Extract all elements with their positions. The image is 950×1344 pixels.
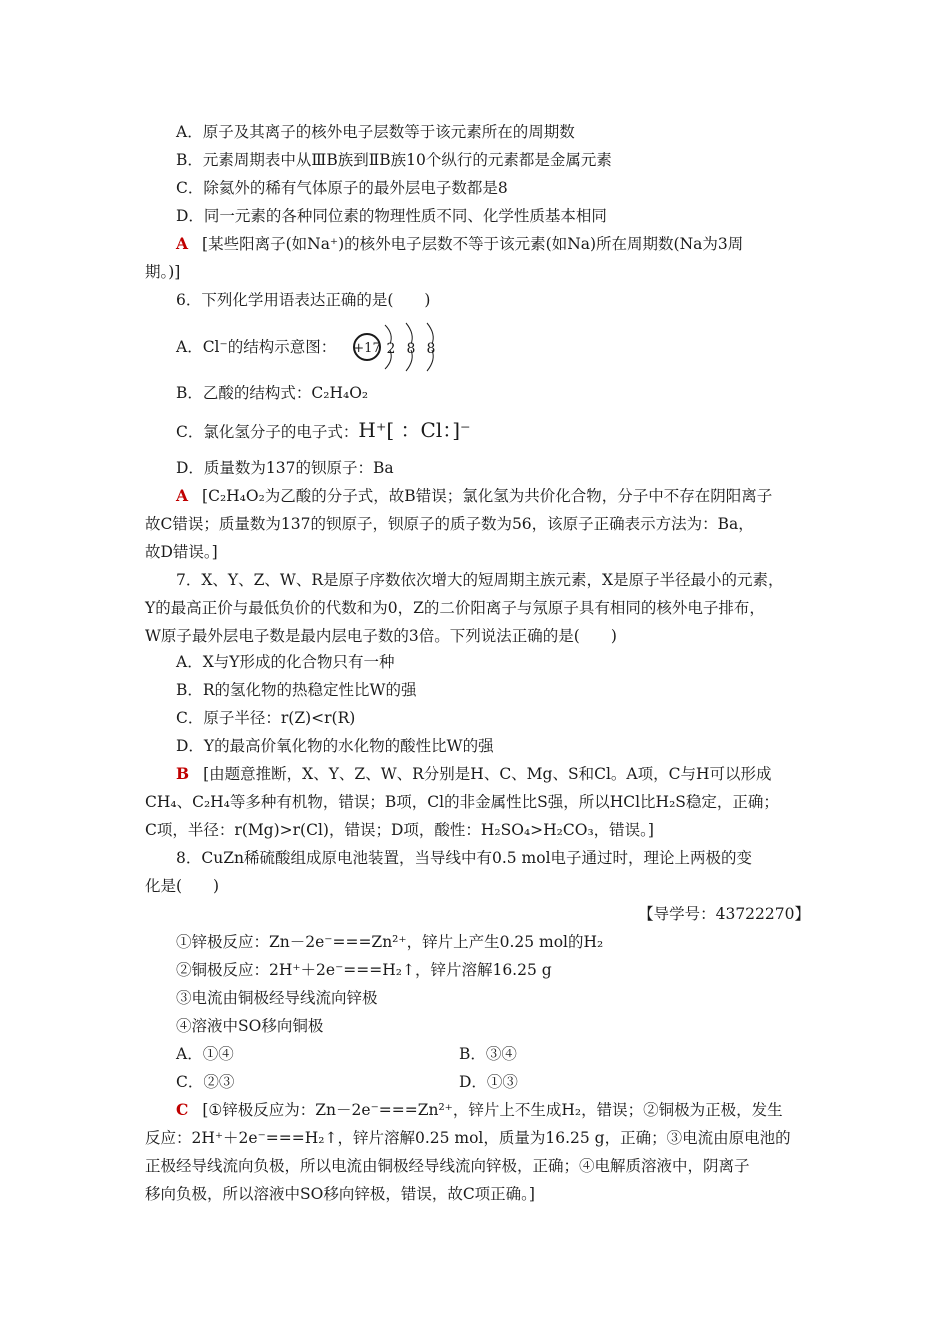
q5-option-d: D．同一元素的各种同位素的物理性质不同、化学性质基本相同	[176, 207, 607, 225]
q8-answer-letter: C	[176, 1100, 189, 1119]
q6-answer-line	[176, 486, 772, 506]
q6-stem: 6．下列化学用语表达正确的是( )	[176, 291, 431, 309]
q7-stem-1: 7．X、Y、Z、W、R是原子序数依次增大的短周期主族元素，X是原子半径最小的元素，	[176, 571, 784, 589]
q7-answer-cont-1: CH₄、C₂H₄等多种有机物，错误；B项，Cl的非金属性比S强，所以HCl比H₂S稳定，正确；	[145, 793, 779, 811]
q5-option-b: B．元素周期表中从ⅢB族到ⅡB族10个纵行的元素都是金属元素	[176, 151, 612, 169]
q8-stem-1: 8．CuZn稀硫酸组成原电池装置，当导线中有0.5 mol电子通过时，理论上两极的变	[176, 849, 753, 867]
q5-option-a: A．原子及其离子的核外电子层数等于该元素所在的周期数	[176, 123, 575, 141]
q8-answer-cont-3: 移向负极，所以溶液中SO移向锌极，错误，故C项正确。]	[145, 1185, 535, 1203]
q8-answer-cont-1: 反应：2H⁺＋2e⁻===H₂↑，锌片溶解0.25 mol，质量为16.25 g，正确；③电流由原电池的	[145, 1129, 791, 1147]
q6-option-a: A．Cl⁻的结构示意图：	[176, 338, 337, 356]
q7-option-a: A．X与Y形成的化合物只有一种	[176, 653, 395, 671]
q7-option-d: D．Y的最高价氧化物的水化物的酸性比W的强	[176, 737, 494, 755]
q7-answer-text: [由题意推断，X、Y、Z、W、R分别是H、C、Mg、S和Cl。A项，C与H可以形成	[203, 765, 772, 783]
q7-option-c: C．原子半径：r(Z)<r(R)	[176, 709, 356, 727]
q8-option-c: C．②③	[176, 1073, 235, 1091]
q8-statement-4: ④溶液中SO移向铜极	[176, 1017, 324, 1035]
q6-answer-cont-2: 故D错误。]	[145, 543, 218, 561]
q5-answer-cont: 期。)]	[145, 263, 181, 281]
q6-option-c	[176, 420, 471, 442]
q6-answer-text: [C₂H₄O₂为乙酸的分子式，故B错误；氯化氢为共价化合物，分子中不存在阴阳离子	[202, 487, 773, 505]
q8-answer-text: [①锌极反应为：Zn－2e⁻===Zn²⁺，锌片上不生成H₂，错误；②铜极为正极，发生	[202, 1101, 783, 1119]
q8-answer-line	[176, 1100, 783, 1120]
q6-answer-letter: A	[176, 486, 189, 505]
q6-answer-cont-1: 故C错误；质量数为137的钡原子，钡原子的质子数为56，该原子正确表示方法为：Ba，	[145, 515, 754, 533]
q8-option-d: D．①③	[459, 1073, 518, 1091]
cl-ion-structure-diagram	[350, 322, 450, 372]
q8-statement-2: ②铜极反应：2H⁺＋2e⁻===H₂↑，锌片溶解16.25 g	[176, 961, 552, 979]
q7-answer-cont-2: C项，半径：r(Mg)>r(Cl)，错误；D项，酸性：H₂SO₄>H₂CO₃，错误。]	[145, 821, 654, 839]
q5-answer-letter: A	[176, 234, 189, 253]
shell-electrons-3: 8	[426, 341, 436, 357]
q7-answer-line	[176, 764, 771, 784]
q8-option-b: B．③④	[459, 1045, 517, 1063]
q7-stem-3: W原子最外层电子数是最内层电子数的3倍。下列说法正确的是( )	[145, 627, 617, 645]
hcl-electron-formula: H⁺[ ：Cl：]⁻	[358, 418, 471, 442]
q8-reference-number: 【导学号：43722270】	[638, 905, 810, 923]
q7-stem-2: Y的最高正价与最低负价的代数和为0，Z的二价阳离子与氖原子具有相同的核外电子排布，	[145, 599, 765, 617]
q7-answer-letter: B	[176, 764, 190, 783]
q8-stem-2: 化是( )	[145, 877, 220, 895]
q8-statement-1: ①锌极反应：Zn－2e⁻===Zn²⁺，锌片上产生0.25 mol的H₂	[176, 933, 604, 951]
q5-answer-line	[176, 234, 743, 254]
q8-option-a: A．①④	[176, 1045, 234, 1063]
shell-electrons-2: 8	[406, 341, 416, 357]
q6-option-d: D．质量数为137的钡原子：Ba	[176, 459, 394, 477]
q6-option-b: B．乙酸的结构式：C₂H₄O₂	[176, 384, 369, 402]
q5-answer-text: [某些阳离子(如Na⁺)的核外电子层数不等于该元素(如Na)所在周期数(Na为3周	[202, 235, 744, 253]
q8-statement-3: ③电流由铜极经导线流向锌极	[176, 989, 378, 1007]
q6-option-c-text: C．氯化氢分子的电子式：	[176, 423, 359, 441]
q8-answer-cont-2: 正极经导线流向负极，所以电流由铜极经导线流向锌极，正确；④电解质溶液中，阴离子	[145, 1157, 750, 1175]
shell-electrons-1: 2	[386, 341, 396, 357]
q7-option-b: B．R的氢化物的热稳定性比W的强	[176, 681, 417, 699]
nucleus-charge: +17	[353, 341, 381, 356]
q5-option-c: C．除氦外的稀有气体原子的最外层电子数都是8	[176, 179, 508, 197]
